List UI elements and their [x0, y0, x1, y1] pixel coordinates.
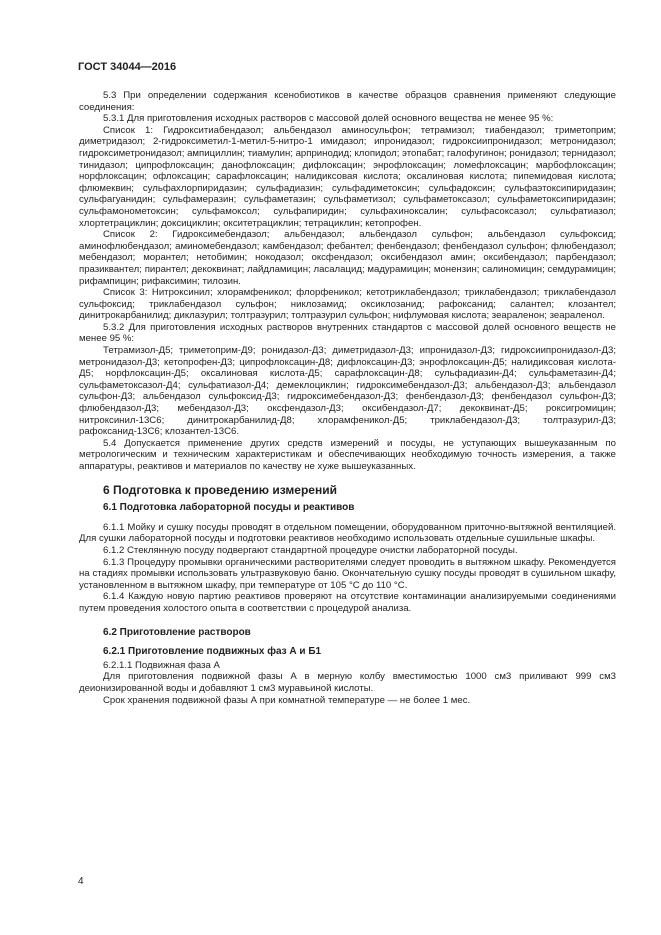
paragraph: Для приготовления подвижной фазы А в мерную колбу вместимостью 1000 см3 приливают 999 см3 деионизированной воды и добавляют 1 см3 муравьиной кислоты. [79, 671, 616, 694]
document-header: ГОСТ 34044—2016 [78, 61, 177, 73]
paragraph: 5.4 Допускается применение других средств измерений и посуды, не уступающих вышеуказанным по метрологическим и техническим характеристикам и обеспечивающих необходимую точность измерения, а также аппаратуры, реактивов и материалов по качеству не хуже вышеуказанных. [79, 437, 616, 472]
paragraph: 6.2.1.1 Подвижная фаза А [103, 659, 220, 671]
paragraph: Список 1: Гидрокситиабендазол; альбендазол аминосульфон; тетрамизол; тиабендазол; триметоприм; диметридазол; 2-гидроксиметил-1-метил-5-нитро-1 имидазол; ипронидазол; гидроксиипронидазол; метронидазол; гидроксиметронидазол; ампициллин; тиамулин; арпринодид; клопидол; этопабат; галофугинон; ронидазол; тернидазол; тинидазол; ципрофлоксацин; данофлоксацин; дифлоксацин; энрофлоксацин; ломефлоксацин; марбофлоксацин; норфлоксацин; офлоксацин; сарафлоксацин; налидиксовая кислота; оксалиновая кислота; пипемидовая кислота; флюмеквин; сульфахлорпиридазин; сульфадиазин; сульфадиметоксин; сульфадоксин; сульфаэтоксипиридазин; сульфагуанидин; сульфамеразин; сульфаметазин; сульфаметизол; сульфаметоксазол; сульфаметоксипиридазин; сульфамонометоксин; сульфамоксол; сульфапиридин; сульфахиноксалин; сульфасоксазол; сульфатиазол; хлортетрациклин; доксициклин; окситетрациклин; тетрациклин; кетопрофен. [79, 124, 616, 229]
paragraph: 6.1.4 Каждую новую партию реактивов проверяют на отсутствие контаминации анализируемыми соединениями путем проведения холостого опыта в соответствии с процедурой анализа. [79, 591, 616, 614]
subsubsection-heading: 6.2.1 Приготовление подвижных фаз А и Б1 [103, 646, 322, 658]
paragraph: 5.3.1 Для приготовления исходных растворов с массовой долей основного вещества не менее 95 %: [103, 113, 554, 125]
paragraph: Тетрамизол-Д5; триметоприм-Д9; ронидазол-Д3; диметридазол-Д3; ипронидазол-Д3; гидроксиипронидазол-Д3; метронидазол-Д3; кетопрофен-Д3; ципрофлоксацин-Д8; дифлоксацин-Д3; энрофлоксацин-Д5; налидиксовая кислота-Д5; норфлоксацин-Д5; оксалиновая кислота-Д5; сарафлоксацин-Д8; сульфадиазин-Д4; сульфаметазин-Д4; сульфаметоксазол-Д4; сульфатиазол-Д4; демеклоциклин; гидроксимебендазол-Д3; альбендазол-Д3; альбендазол сульфон-Д3; альбендазол сульфоксид-Д3; гидроксимебендазол-Д3; фенбендазол-Д3; фенбендазол сульфон-Д3; флюбендазол-Д3; мебендазол-Д3; оксфендазол-Д3; оксибендазол-Д7; декоквинат-Д5; роксигромицин; нитроксинил-13С6; динитрокарбанилид-Д8; хлорамфеникол-Д5; триклабендазол-Д3; толтразурил-Д3; рафоксанид-13С6; клозантел-13С6. [79, 345, 616, 438]
document-body [79, 90, 616, 706]
paragraph: 5.3.2 Для приготовления исходных растворов внутренних стандартов с массовой долей основного веществ не менее 95 %: [79, 321, 616, 345]
paragraph: 6.1.2 Стеклянную посуду подвергают стандартной процедуре очистки лабораторной посуды. [103, 544, 518, 556]
subsection-heading: 6.2 Приготовление растворов [103, 626, 251, 638]
paragraph: Список 2: Гидроксимебендазол; альбендазол; альбендазол сульфон; альбендазол сульфоксид; аминофлюбендазол; аминомебендазол; камбендазол; фебантел; фенбендазол; фенбендазол сульфон; флюбендазол; мебендазол; морантел; нетобимин; нокодазол; оксфендазол; оксибендазол амин; оксибендазол; парбендазол; празиквантел; пирантел; декоквинат; лайдламицин; ласалацид; мадурамицин; монензин; салиномицин; семдурамицин; рифампицин; рифаксимин; тилозин. [79, 229, 616, 287]
paragraph: 6.1.1 Мойку и сушку посуды проводят в отдельном помещении, оборудованном приточно-вытяжной вентиляцией. Для сушки лабораторной посуды и подготовки реактивов необходимо использовать отдельные сушильные шкафы. [79, 521, 616, 545]
paragraph: 6.1.3 Процедуру промывки органическими растворителями следует проводить в вытяжном шкафу. Рекомендуется на стадиях промывки использовать ультразвуковую баню. Окончательную сушку посуды проводят в сушильном шкафу, установленном в вытяжном шкафу, при температуре от 105 °С до 110 °С. [79, 556, 616, 591]
page-number: 4 [78, 876, 84, 887]
paragraph: Список 3: Нитроксинил; хлорамфеникол; флорфеникол; кетотриклабендазол; триклабендазол; триклабендазол сульфоксид; триклабендазол сульфон; никлозамид; оксиклозанид; рафоксанид; салантел; клозантел; динитрокарбанилид; диклазурил; толтразурил; толтразурил сульфон; нифлумовая кислота; зеараленон; зеараленол. [79, 287, 616, 322]
subsection-heading: 6.1 Подготовка лабораторной посуды и реактивов [103, 502, 355, 514]
paragraph: 5.3 При определении содержания ксенобиотиков в качестве образцов сравнения применяют следующие соединения: [79, 90, 616, 113]
section-heading: 6 Подготовка к проведению измерений [103, 482, 337, 497]
paragraph: Срок хранения подвижной фазы А при комнатной температуре — не более 1 мес. [103, 694, 471, 706]
